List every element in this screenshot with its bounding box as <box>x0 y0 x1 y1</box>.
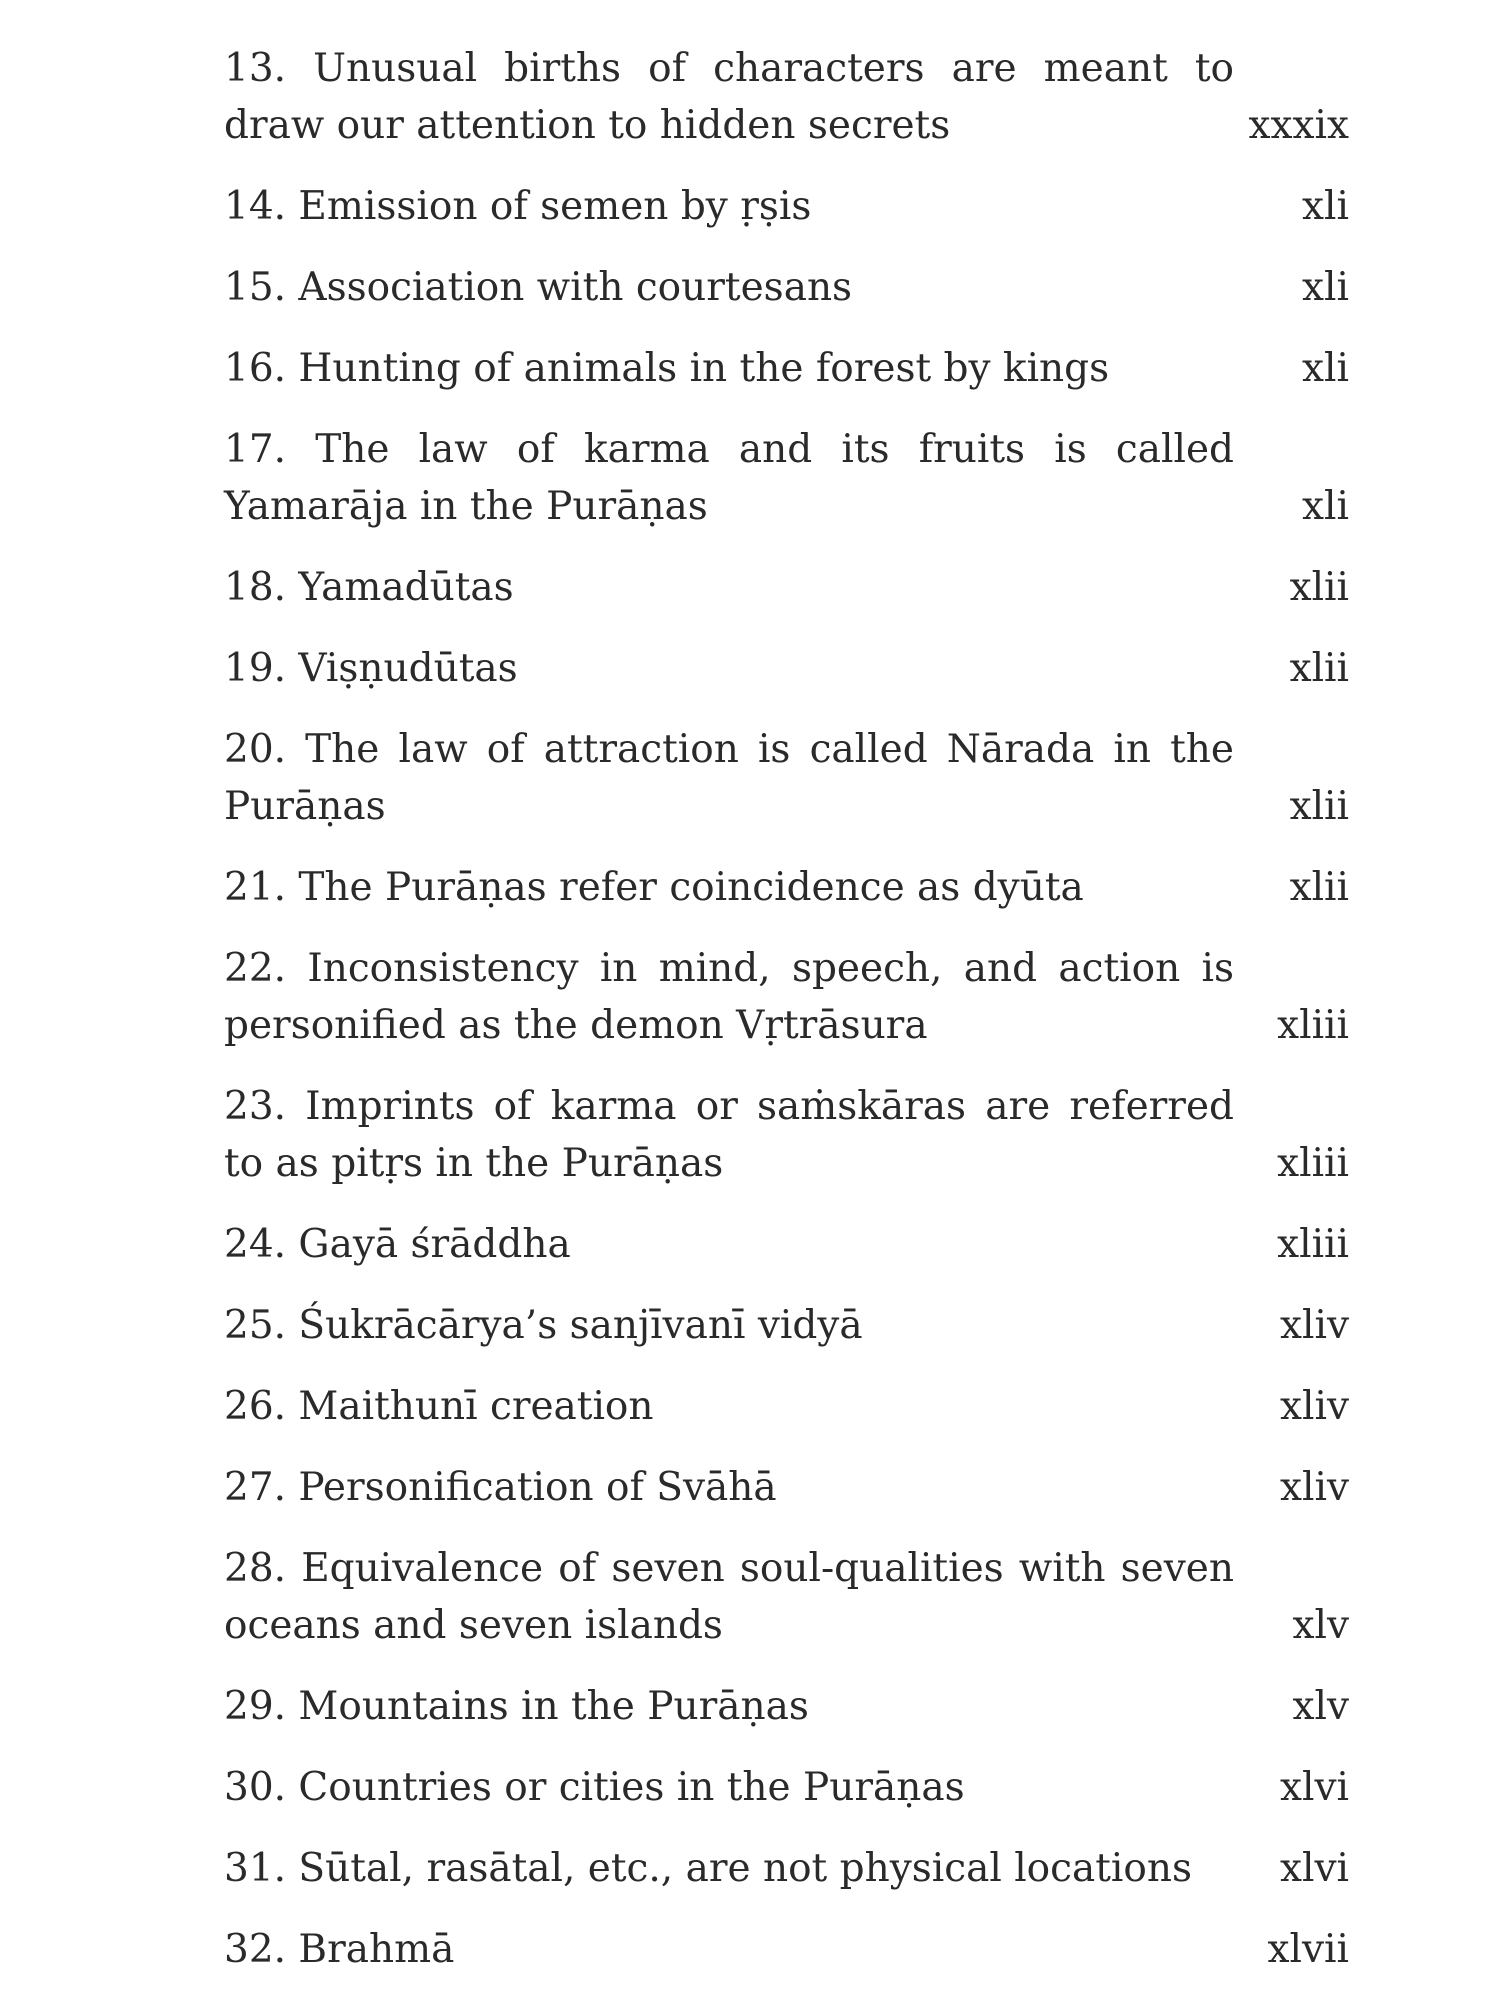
toc-entry-page: xli <box>1302 346 1349 391</box>
toc-entry-page: xlv <box>1292 1603 1349 1648</box>
toc-entry <box>224 1078 1349 1192</box>
toc-entry-title: 13. Unusual births of characters are meant to draw our attention to hidden secrets <box>224 46 1234 148</box>
toc-entry <box>224 940 1349 1054</box>
toc-entry <box>224 259 1349 316</box>
toc-entry-title: 14. Emission of semen by ṛṣis <box>224 184 812 229</box>
toc-entry-title: 26. Maithunī creation <box>224 1384 654 1429</box>
toc-entry <box>224 1378 1349 1435</box>
toc-entry-title: 19. Viṣṇudūtas <box>224 646 518 691</box>
toc-entry <box>224 559 1349 616</box>
toc-entry-title: 17. The law of karma and its fruits is called Yamarāja in the Purāṇas <box>224 427 1234 529</box>
table-of-contents <box>224 40 1349 2002</box>
toc-entry <box>224 178 1349 235</box>
toc-entry-page: xxxix <box>1248 103 1349 148</box>
toc-entry-page: xli <box>1302 484 1349 529</box>
toc-entry-title: 27. Personification of Svāhā <box>224 1465 777 1510</box>
toc-entry-title: 15. Association with courtesans <box>224 265 853 310</box>
toc-entry-title: 32. Brahmā <box>224 1927 455 1972</box>
toc-entry-page: xliii <box>1277 1141 1349 1186</box>
toc-entry-page: xliii <box>1277 1222 1349 1267</box>
toc-entry-title: 24. Gayā śrāddha <box>224 1222 571 1267</box>
toc-entry-page: xlii <box>1289 784 1349 829</box>
toc-entry-title: 30. Countries or cities in the Purāṇas <box>224 1765 965 1810</box>
toc-entry-page: xliv <box>1280 1384 1349 1429</box>
toc-entry <box>224 340 1349 397</box>
toc-entry-page: xli <box>1302 265 1349 310</box>
toc-entry <box>224 721 1349 835</box>
toc-entry-page: xlvii <box>1267 1927 1349 1972</box>
toc-entry-title: 21. The Purāṇas refer coincidence as dyūta <box>224 865 1084 910</box>
toc-entry <box>224 1840 1349 1897</box>
toc-entry <box>224 1678 1349 1735</box>
toc-entry-page: xlv <box>1292 1684 1349 1729</box>
toc-entry <box>224 1216 1349 1273</box>
toc-entry <box>224 1759 1349 1816</box>
toc-entry <box>224 421 1349 535</box>
toc-entry-page: xliv <box>1280 1465 1349 1510</box>
toc-entry <box>224 1297 1349 1354</box>
toc-entry <box>224 1459 1349 1516</box>
toc-entry-title: 22. Inconsistency in mind, speech, and action is personified as the demon Vṛtrāsura <box>224 946 1234 1048</box>
toc-entry-title: 16. Hunting of animals in the forest by kings <box>224 346 1110 391</box>
toc-entry-title: 18. Yamadūtas <box>224 565 514 610</box>
toc-entry-page: xlvi <box>1280 1765 1349 1810</box>
toc-entry-page: xlii <box>1289 865 1349 910</box>
toc-entry-title: 23. Imprints of karma or saṁskāras are referred to as pitṛs in the Purāṇas <box>224 1084 1234 1186</box>
toc-entry-page: xlii <box>1289 565 1349 610</box>
toc-entry <box>224 40 1349 154</box>
toc-entry <box>224 1921 1349 1978</box>
toc-entry <box>224 640 1349 697</box>
toc-entry-page: xliii <box>1277 1003 1349 1048</box>
toc-entry-title: 20. The law of attraction is called Nārada in the Purāṇas <box>224 727 1234 829</box>
toc-entry-page: xli <box>1302 184 1349 229</box>
toc-entry-title: 25. Śukrācārya’s sanjīvanī vidyā <box>224 1303 863 1348</box>
toc-entry-page: xlvi <box>1280 1846 1349 1891</box>
toc-entry-title: 28. Equivalence of seven soul-qualities with seven oceans and seven islands <box>224 1546 1234 1648</box>
toc-entry-title: 31. Sūtal, rasātal, etc., are not physical locations <box>224 1846 1192 1891</box>
toc-entry-page: xliv <box>1280 1303 1349 1348</box>
toc-entry-title: 29. Mountains in the Purāṇas <box>224 1684 809 1729</box>
toc-entry <box>224 1540 1349 1654</box>
toc-entry-page: xlii <box>1289 646 1349 691</box>
toc-entry <box>224 859 1349 916</box>
